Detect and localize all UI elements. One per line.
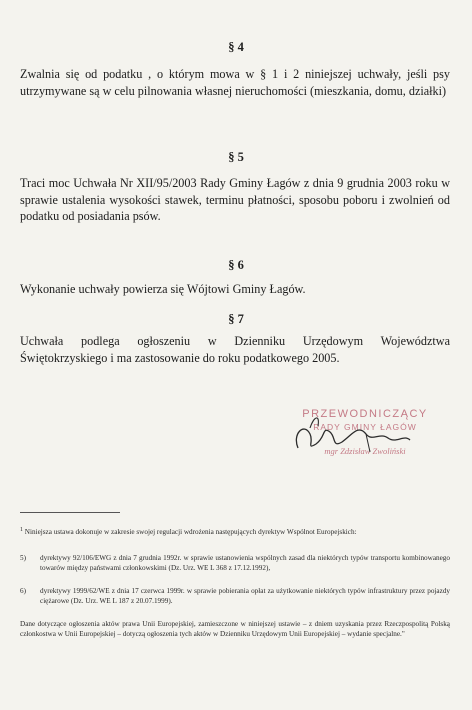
section-6-text: Wykonanie uchwały powierza się Wójtowi Gminy Łagów. bbox=[20, 282, 306, 296]
footnote-item-number: 5) bbox=[20, 554, 26, 562]
section-5-heading: § 5 bbox=[228, 150, 244, 164]
handwritten-signature bbox=[270, 404, 460, 464]
footnote-item: dyrektywy 92/106/EWG z dnia 7 grudnia 1992r. w sprawie ustanowienia wspólnych zasad dla niektórych typów transportu kombinowanego towarów między państwami członkowskimi (Dz. Urz. WE L 368 z 17.12.1992), bbox=[40, 554, 450, 572]
footnote-intro-text: Niniejsza ustawa dokonuje w zakresie swojej regulacji wdrożenia następujących dyrektyw Wspólnot Europejskich: bbox=[24, 528, 357, 536]
stamp-name: mgr Zdzisław Zwoliński bbox=[324, 446, 406, 456]
footnote-marker: 1 bbox=[20, 527, 23, 533]
section-6-heading: § 6 bbox=[228, 258, 244, 272]
footnote-item-number: 6) bbox=[20, 587, 26, 595]
footnote-divider bbox=[20, 512, 120, 513]
stamp-subtitle: RADY GMINY ŁAGÓW bbox=[313, 422, 417, 432]
section-7-text: Uchwała podlega ogłoszeniu w Dzienniku Urzędowym Województwa Świętokrzyskiego i ma zastosowanie do roku podatkowego 2005. bbox=[20, 334, 450, 365]
footnote-item: dyrektywy 1999/62/WE z dnia 17 czerwca 1999r. w sprawie pobierania opłat za użytkowanie niektórych typów infrastruktury przez pojazdy ciężarowe (Dz. Urz. WE L 187 z 20.07.1999). bbox=[40, 587, 450, 605]
section-4-heading: § 4 bbox=[228, 40, 244, 54]
stamp-title: PRZEWODNICZĄCY bbox=[302, 408, 428, 420]
section-4-text: Zwalnia się od podatku , o którym mowa w § 1 i 2 niniejszej uchwały, jeśli psy utrzymywane są w celu pilnowania własnej nieruchomości (mieszkania, domu, działki) bbox=[20, 67, 450, 98]
section-5-text: Traci moc Uchwała Nr XII/95/2003 Rady Gminy Łagów z dnia 9 grudnia 2003 roku w sprawie ustalenia wysokości stawek, terminu płatności, sposobu poboru i zwolnień od podatku od posiadania psów. bbox=[20, 176, 450, 223]
section-7-heading: § 7 bbox=[228, 312, 244, 326]
footnote-closing: Dane dotyczące ogłoszenia aktów prawa Unii Europejskiej, zamieszczone w niniejszej ustawie – z dniem uzyskania przez Rzeczpospolitą Polską członkostwa w Unii Europejskiej – dotyczą ogłoszenia tych aktów w Dzienniku Urzędowym Unii Europejskiej – wydanie specjalne." bbox=[20, 620, 450, 638]
footnote-intro bbox=[20, 526, 450, 538]
